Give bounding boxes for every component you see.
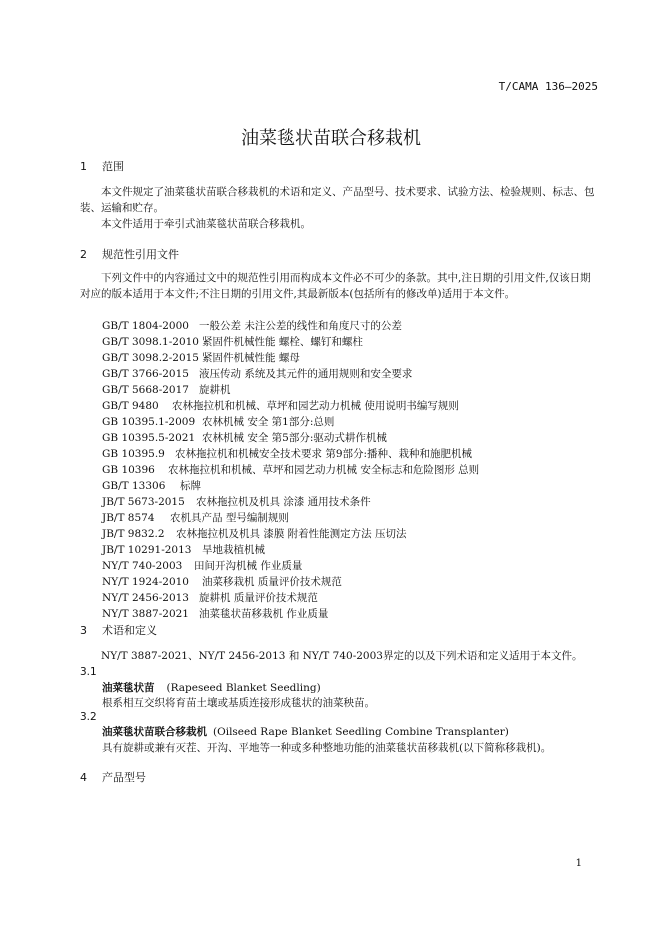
scope-paragraph-1: 本文件规定了油菜毯状苗联合移栽机的术语和定义、产品型号、技术要求、试验方法、检验规则、标志、包装、运输和贮存。 <box>80 186 595 214</box>
reference-code: JB/T 9832.2 <box>102 528 165 540</box>
reference-title: 紧固件机械性能 螺栓、螺钉和螺柱 <box>202 336 363 348</box>
section-title: 规范性引用文件 <box>102 248 179 261</box>
reference-title: 农林拖拉机及机具 漆膜 附着性能测定方法 压切法 <box>176 528 407 540</box>
reference-item <box>102 398 479 414</box>
section-heading-normative-references <box>80 246 179 262</box>
reference-title: 旋耕机 质量评价技术规范 <box>199 592 318 604</box>
section-heading-terms-and-definitions <box>80 622 157 638</box>
reference-title: 油菜移栽机 质量评价技术规范 <box>202 576 342 588</box>
term-definition: 根系相互交织将育苗土壤或基质连接形成毯状的油菜秧苗。 <box>102 697 375 709</box>
section-title: 范围 <box>102 160 124 173</box>
reference-list <box>102 318 479 622</box>
reference-code: NY/T 1924-2010 <box>102 576 189 588</box>
reference-code: GB/T 9480 <box>102 400 159 412</box>
reference-item <box>102 478 479 494</box>
reference-item <box>102 318 479 334</box>
section-heading-scope <box>80 158 124 174</box>
reference-item <box>102 446 479 462</box>
section-title: 术语和定义 <box>102 624 157 637</box>
reference-title: 标牌 <box>180 480 201 492</box>
section-number: 3 <box>80 624 87 637</box>
document-code: T/CAMA 136—2025 <box>498 80 598 93</box>
reference-item <box>102 558 479 574</box>
term-english: (Oilseed Rape Blanket Seedling Combine Transplanter) <box>213 726 509 738</box>
reference-item <box>102 350 479 366</box>
reference-title: 旱地栽植机械 <box>202 544 265 556</box>
reference-title: 油菜毯状苗移栽机 作业质量 <box>199 608 329 620</box>
reference-item <box>102 430 479 446</box>
term-chinese: 油菜毯状苗联合移栽机 <box>102 726 207 738</box>
reference-item <box>102 606 479 622</box>
terms-intro: NY/T 3887-2021、NY/T 2456-2013 和 NY/T 740-2003界定的以及下列术语和定义适用于本文件。 <box>101 650 583 662</box>
reference-title: 农林拖拉机和机械、草坪和园艺动力机械 安全标志和危险图形 总则 <box>168 464 480 476</box>
reference-title: 农林拖拉机和机械安全技术要求 第9部分:播种、栽种和施肥机械 <box>175 448 473 460</box>
reference-item <box>102 510 479 526</box>
references-intro: 下列文件中的内容通过文中的规范性引用而构成本文件必不可少的条款。其中,注日期的引用文件,仅该日期对应的版本适用于本文件;不注日期的引用文件,其最新版本(包括所有的修改单)适用于本文件。 <box>80 272 591 300</box>
reference-code: NY/T 740-2003 <box>102 560 183 572</box>
section-number: 2 <box>80 248 87 261</box>
page-number: 1 <box>575 858 582 869</box>
reference-code: GB 10395.5-2021 <box>102 432 196 444</box>
reference-code: NY/T 2456-2013 <box>102 592 189 604</box>
reference-code: JB/T 8574 <box>102 512 155 524</box>
reference-code: NY/T 3887-2021 <box>102 608 189 620</box>
term-chinese: 油菜毯状苗 <box>102 682 155 694</box>
reference-code: JB/T 5673-2015 <box>102 496 185 508</box>
reference-item <box>102 334 479 350</box>
section-title: 产品型号 <box>102 771 146 784</box>
term-number: 3.1 <box>80 666 97 678</box>
reference-title: 农林机械 安全 第5部分:驱动式耕作机械 <box>202 432 387 444</box>
reference-code: GB/T 3766-2015 <box>102 368 189 380</box>
reference-title: 农林机械 安全 第1部分:总则 <box>202 416 335 428</box>
term-definition: 具有旋耕或兼有灭茬、开沟、平地等一种或多种整地功能的油菜毯状苗移栽机(以下简称移栽机)。 <box>102 742 552 754</box>
document-title: 油菜毯状苗联合移栽机 <box>241 128 421 149</box>
reference-code: GB 10395.1-2009 <box>102 416 196 428</box>
term-english: (Rapeseed Blanket Seedling) <box>166 682 321 694</box>
reference-code: JB/T 10291-2013 <box>102 544 192 556</box>
reference-item <box>102 574 479 590</box>
term-number: 3.2 <box>80 711 97 723</box>
section-heading-product-model <box>80 769 146 785</box>
reference-code: GB/T 3098.1-2010 <box>102 336 199 348</box>
section-number: 1 <box>80 160 87 173</box>
reference-item <box>102 382 479 398</box>
reference-title: 农机具产品 型号编制规则 <box>170 512 289 524</box>
reference-code: GB/T 13306 <box>102 480 166 492</box>
reference-code: GB 10395.9 <box>102 448 165 460</box>
reference-item <box>102 462 479 478</box>
reference-item <box>102 366 479 382</box>
reference-title: 旋耕机 <box>199 384 231 396</box>
reference-title: 田间开沟机械 作业质量 <box>194 560 303 572</box>
reference-title: 紧固件机械性能 螺母 <box>202 352 300 364</box>
reference-title: 农林拖拉机和机械、草坪和园艺动力机械 使用说明书编写规则 <box>172 400 459 412</box>
reference-code: GB/T 1804-2000 <box>102 320 189 332</box>
reference-title: 一般公差 未注公差的线性和角度尺寸的公差 <box>199 320 402 332</box>
reference-item <box>102 526 479 542</box>
reference-code: GB/T 5668-2017 <box>102 384 189 396</box>
section-number: 4 <box>80 771 87 784</box>
reference-title: 液压传动 系统及其元件的通用规则和安全要求 <box>199 368 413 380</box>
reference-code: GB 10396 <box>102 464 155 476</box>
reference-item <box>102 542 479 558</box>
reference-item <box>102 590 479 606</box>
reference-code: GB/T 3098.2-2015 <box>102 352 199 364</box>
reference-title: 农林拖拉机及机具 涂漆 通用技术条件 <box>196 496 371 508</box>
reference-item <box>102 494 479 510</box>
reference-item <box>102 414 479 430</box>
term-heading <box>102 680 321 695</box>
scope-paragraph-2: 本文件适用于牵引式油菜毯状苗联合移栽机。 <box>101 218 311 230</box>
term-heading <box>102 724 509 739</box>
